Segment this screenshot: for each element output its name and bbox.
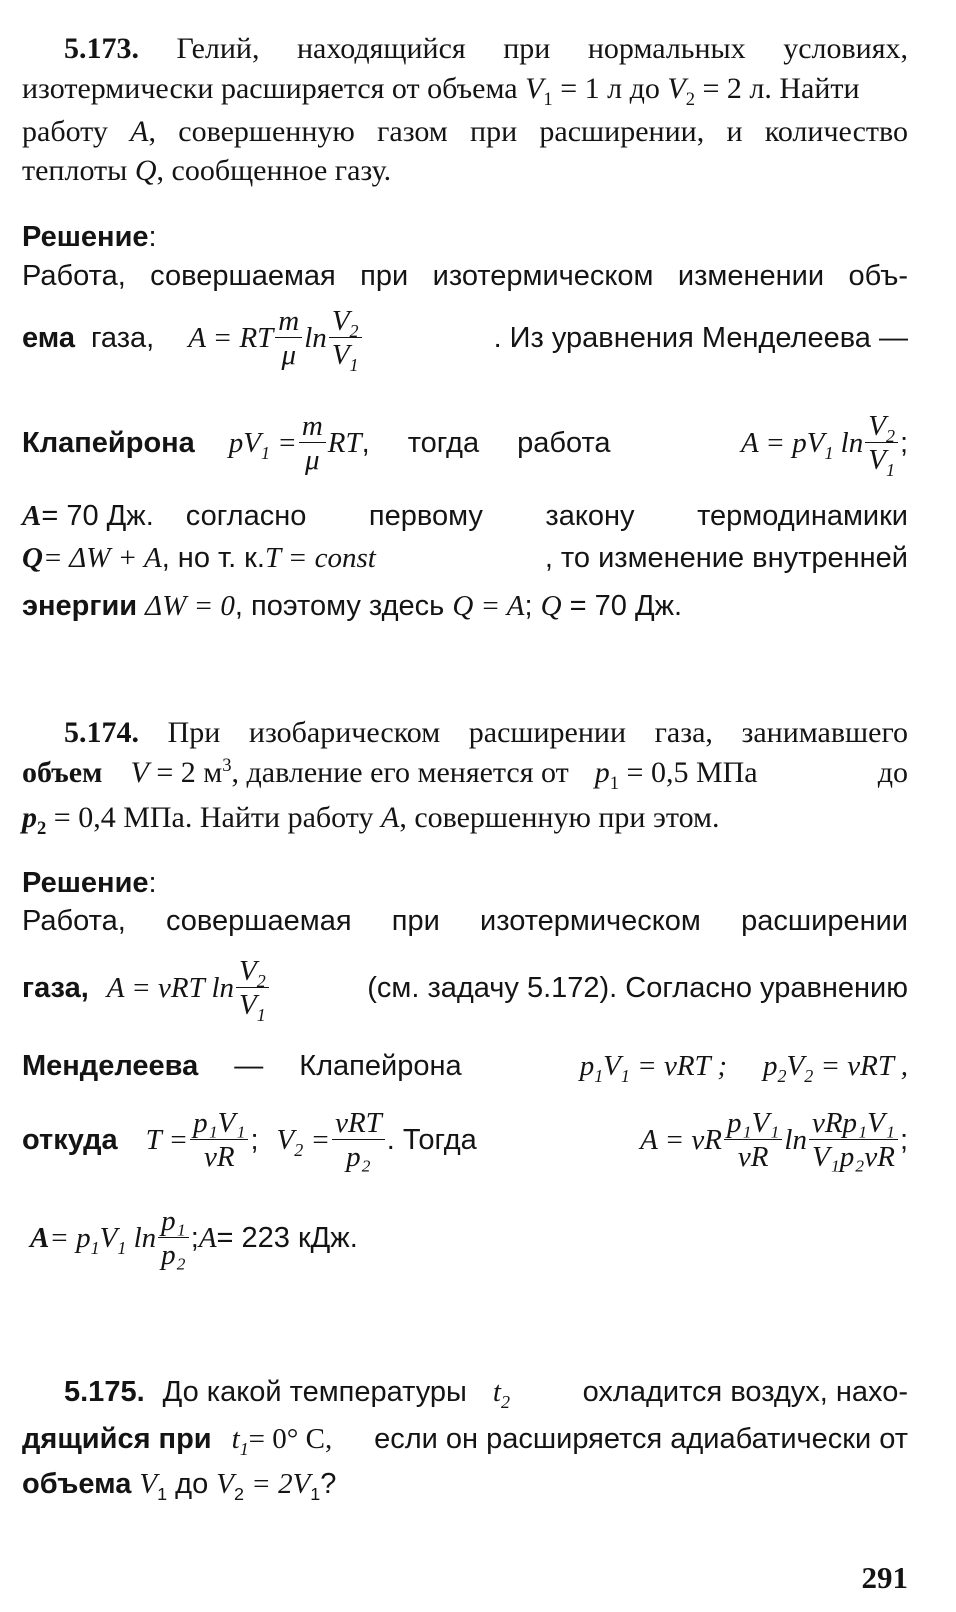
math-symbol: A — [380, 801, 400, 834]
fraction-numerator — [236, 954, 269, 991]
solution-text: тогда — [407, 426, 480, 459]
math-ln: ln — [126, 1221, 157, 1254]
math-text: = 1 л до — [552, 72, 668, 105]
problem-text: до — [877, 756, 908, 789]
math-symbol: p — [594, 756, 610, 789]
problem-5-175-line-1 — [22, 1376, 908, 1412]
solution-text: ; — [190, 1221, 199, 1254]
result-value: = 70 Дж. — [561, 590, 683, 622]
math-text: = p — [49, 1221, 91, 1254]
math-subscript: 2 — [234, 1483, 244, 1504]
math-subscript: 2 — [885, 425, 895, 446]
math-symbol: V — [139, 1468, 158, 1500]
solution-text: Работа, совершаемая при изотермическом изменении объ- — [22, 260, 908, 292]
math-subscript: 1 — [117, 1237, 127, 1258]
formula-delta-w: ΔW = 0 — [145, 590, 235, 622]
math-subscript: 2 — [685, 89, 695, 110]
math-symbol: V — [868, 444, 886, 476]
solution-heading-text: Решение — [22, 867, 149, 899]
solution-text: работа — [517, 426, 611, 459]
math-subscript: 1 — [620, 1065, 630, 1086]
fraction-denominator: p₂ — [346, 1141, 371, 1173]
math-symbol: Q — [540, 590, 562, 622]
math-symbol: RT — [327, 426, 362, 459]
math-symbol: A — [130, 115, 149, 148]
fraction-denominator — [329, 338, 362, 375]
problem-5-174-line-3 — [22, 801, 908, 839]
math-symbol: V — [603, 1050, 621, 1082]
problem-5-173-line-1 — [22, 34, 908, 64]
solution-line-4 — [22, 502, 908, 531]
problem-text: = 2 л. Найти — [695, 72, 860, 105]
problem-number: 5.174. — [64, 716, 139, 749]
formula-work: A = RT — [188, 321, 274, 354]
result-value: = 70 Дж. — [41, 500, 154, 532]
math-symbol: p — [763, 1050, 778, 1082]
math-text: = 2 м — [148, 756, 223, 789]
math-text: = 0,5 МПа — [619, 756, 758, 789]
problem-number: 5.175. — [64, 1376, 145, 1408]
problem-text: если он расширяется адиабатически от — [374, 1423, 908, 1455]
fraction-p1v1-nur — [724, 1108, 782, 1173]
math-subscript: 1 — [543, 89, 553, 110]
problem-text: , сообщенное газу. — [156, 154, 392, 187]
math-symbol: t — [231, 1423, 240, 1455]
math-symbol: Q — [134, 154, 157, 187]
math-subscript: 2 — [256, 970, 266, 991]
formula-work-nu: A = νRT ln — [106, 971, 235, 1004]
math-symbol: V — [525, 72, 544, 105]
fraction-denominator: p₂ — [161, 1239, 186, 1271]
math-subscript: 1 — [885, 459, 895, 480]
math-equals: = — [270, 426, 297, 459]
math-symbol: p — [579, 1050, 595, 1082]
problem-text: изотермически расширяется от объема — [22, 72, 518, 105]
math-subscript: 1 — [609, 773, 620, 794]
math-symbol: V — [331, 339, 350, 371]
problem-5-173-line-2 — [22, 72, 908, 110]
math-symbol: A — [198, 1221, 217, 1254]
fraction-m-mu — [275, 306, 302, 371]
math-subscript: 1 — [256, 1004, 266, 1025]
solution-line-6 — [22, 592, 908, 621]
solution-line-2 — [22, 948, 908, 1028]
problem-text: дящийся при — [22, 1423, 212, 1455]
problem-5-174-line-1 — [22, 718, 908, 748]
math-subscript: 1 — [824, 442, 834, 463]
problem-text: = 0,4 МПа. Найти работу — [46, 801, 381, 834]
math-subscript: 1 — [157, 1483, 168, 1504]
fraction-denominator — [865, 443, 898, 480]
math-subscript: 2 — [804, 1065, 814, 1086]
math-text: = 0° C, — [248, 1423, 333, 1455]
math-symbol: V — [331, 304, 350, 337]
solution-text: откуда — [22, 1123, 118, 1156]
fraction-numerator — [329, 304, 362, 341]
math-symbol: V — [216, 1468, 234, 1500]
solution-text: , но т. к. — [161, 542, 265, 574]
math-subscript: 2 — [294, 1139, 304, 1160]
page-number: 291 — [861, 1560, 908, 1595]
math-text: = νRT , — [813, 1050, 908, 1082]
fraction-numerator: m — [275, 306, 302, 338]
math-text: = νRT ; — [629, 1050, 728, 1082]
solution-text: Менделеева — [22, 1050, 199, 1082]
math-subscript: 1 — [239, 1438, 249, 1459]
result-value: = 223 кДж. — [216, 1221, 358, 1254]
math-symbol: p — [22, 801, 37, 834]
problem-text: , давление его меняется от — [231, 756, 569, 789]
math-subscript: 1 — [349, 354, 359, 375]
fraction-log-argument — [809, 1108, 898, 1173]
fraction-denominator: μ — [281, 339, 297, 371]
formula-q-equals-a: Q = A — [452, 590, 525, 622]
problem-text: охладится воздух, нахо- — [582, 1376, 908, 1408]
fraction-v2-v1 — [865, 409, 898, 480]
math-superscript: 3 — [222, 755, 232, 776]
fraction-denominator: νR — [737, 1141, 769, 1173]
math-text: A = νR — [640, 1123, 723, 1156]
problem-5-173-line-3 — [22, 117, 908, 147]
fraction-m-mu — [299, 411, 326, 476]
solution-line-1 — [22, 262, 908, 291]
math-symbol: V — [239, 954, 257, 987]
math-symbol: A — [30, 1221, 50, 1254]
fraction-p1-p2 — [158, 1206, 189, 1271]
formula-work-2 — [740, 426, 864, 463]
fraction-nurt-p2 — [332, 1108, 385, 1173]
fraction-numerator — [865, 409, 898, 446]
math-subscript: 1 — [594, 1065, 604, 1086]
solution-text: Работа, совершаемая при изотермическом расширении — [22, 905, 908, 937]
math-symbol: V — [868, 409, 886, 442]
fraction-v2-v1 — [329, 304, 362, 375]
math-subscript: 2 — [349, 320, 359, 341]
math-subscript: 1 — [261, 442, 270, 463]
math-subscript: 2 — [777, 1065, 787, 1086]
solution-line-5 — [22, 1198, 908, 1278]
math-symbol: t — [492, 1376, 501, 1408]
formula-t-const: T = const — [264, 542, 376, 574]
solution-text: ; — [524, 590, 541, 622]
solution-text: ; — [250, 1123, 259, 1156]
solution-heading-colon: : — [148, 867, 157, 899]
problem-text: ? — [320, 1468, 337, 1500]
problem-text: Гелий, находящийся при нормальных условиях, — [176, 32, 908, 65]
math-symbol: V — [239, 989, 257, 1021]
solution-text: ; — [899, 1123, 908, 1156]
solution-heading-text: Решение — [22, 221, 149, 253]
solution-text: энергии — [22, 590, 146, 622]
math-subscript: 2 — [37, 818, 47, 839]
fraction-p1v1-nur — [190, 1108, 248, 1173]
math-symbol: pV — [228, 426, 262, 459]
math-symbol: V — [130, 756, 149, 789]
formula-first-law: = ΔW + A — [42, 542, 162, 574]
fraction-denominator: V₁p₂νR — [811, 1141, 895, 1173]
problem-text: При изобарическом расширении газа, занимавшего — [167, 716, 909, 749]
math-subscript: 1 — [90, 1237, 100, 1258]
math-subscript: 2 — [500, 1391, 510, 1412]
solution-text: — — [234, 1050, 264, 1082]
solution-line-4 — [22, 1098, 908, 1182]
problem-5-175-line-3 — [22, 1468, 908, 1504]
fraction-denominator — [236, 988, 269, 1025]
math-symbol: A = pV — [740, 426, 825, 459]
fraction-numerator: νRT — [332, 1108, 385, 1140]
fraction-numerator: p₁ — [158, 1206, 189, 1238]
problem-5-174-line-2 — [22, 755, 908, 794]
math-symbol: V — [276, 1123, 295, 1156]
solution-text: . Тогда — [386, 1123, 477, 1156]
math-text: T = — [145, 1123, 189, 1156]
math-subscript: 1 — [310, 1483, 321, 1504]
fraction-v2-v1 — [236, 954, 269, 1025]
problem-text: объема — [22, 1468, 140, 1500]
solution-heading — [22, 868, 908, 898]
solution-text: , — [361, 426, 370, 459]
fraction-numerator: m — [299, 411, 326, 443]
fraction-numerator: νRp₁V₁ — [809, 1108, 898, 1140]
solution-text: газа, — [22, 971, 89, 1004]
math-symbol: Q — [22, 542, 43, 574]
solution-line-5 — [22, 544, 908, 573]
math-equals: = — [303, 1123, 331, 1156]
solution-text: Клапейрона — [22, 426, 195, 459]
problem-5-175-line-2 — [22, 1423, 908, 1459]
solution-line-1 — [22, 907, 908, 936]
math-ln: ln — [784, 1123, 807, 1156]
problem-text: теплоты — [22, 154, 128, 187]
fraction-numerator: p₁V₁ — [190, 1108, 248, 1140]
fraction-denominator: νR — [203, 1141, 235, 1173]
solution-text: , поэтому здесь — [234, 590, 453, 622]
solution-text: , то изменение внутренней — [544, 542, 908, 574]
solution-text: ема — [22, 321, 75, 354]
problem-5-173-line-4 — [22, 156, 908, 186]
problem-text: работу — [22, 115, 108, 148]
math-symbol: V — [786, 1050, 805, 1082]
problem-number: 5.173. — [64, 32, 139, 65]
math-ln: ln — [304, 321, 327, 354]
solution-line-2 — [22, 298, 908, 378]
solution-text: газа, — [90, 321, 155, 354]
solution-text: (см. задачу 5.172). Согласно уравнению — [367, 971, 908, 1004]
problem-text: До какой температуры — [162, 1376, 467, 1408]
fraction-denominator: μ — [305, 444, 320, 476]
formula-clapeyron-2 — [763, 1050, 908, 1086]
math-text: = 2V — [244, 1468, 311, 1500]
formula-clapeyron-1 — [579, 1050, 728, 1086]
solution-line-3 — [22, 398, 908, 488]
solution-text: . Из уравнения Менделеева — — [493, 321, 908, 354]
fraction-numerator: p₁V₁ — [724, 1108, 782, 1140]
problem-text: до — [167, 1468, 217, 1500]
solution-text: ; — [899, 426, 908, 459]
math-ln: ln — [840, 426, 864, 459]
formula-clapeyron — [228, 426, 297, 463]
math-symbol: V — [667, 72, 686, 105]
solution-text: согласно первому закону термодинамики — [185, 500, 908, 532]
problem-text: , совершенную при этом. — [399, 801, 720, 834]
solution-heading — [22, 222, 908, 252]
solution-heading-colon: : — [148, 221, 157, 253]
math-symbol: A — [22, 500, 42, 532]
problem-text: , совершенную газом при расширении, и количество — [148, 115, 908, 148]
math-symbol: V — [99, 1221, 118, 1254]
solution-text: Клапейрона — [299, 1050, 462, 1082]
problem-text: объем — [22, 756, 103, 789]
solution-line-3 — [22, 1050, 908, 1086]
